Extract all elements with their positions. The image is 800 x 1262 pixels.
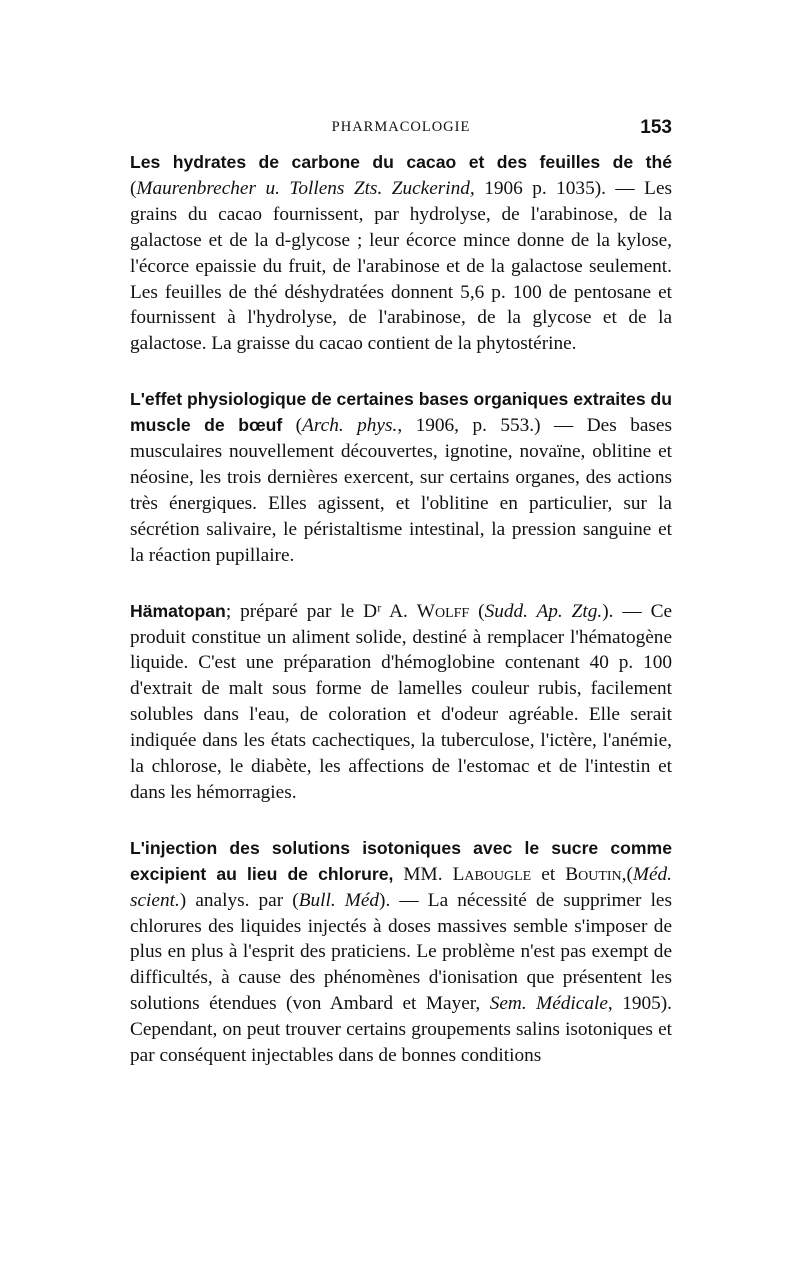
- citation-source: Méd. scient.: [130, 863, 673, 911]
- paragraph-hamatopan: [130, 599, 672, 806]
- page-number: 153: [640, 117, 672, 138]
- citation-details-secondary: ).: [379, 889, 391, 911]
- paragraph-body-continued: , 1905). Cependant, on peut trouver certains groupements salins isotoniques et par conséquent injectables dans de bonnes conditions: [130, 993, 672, 1067]
- citation-details: ) analys. par (: [179, 889, 299, 911]
- paragraph-heading: Les hydrates de carbone du cacao et des feuilles de thé: [130, 152, 672, 172]
- paragraph-cacao-the: [130, 150, 672, 357]
- paragraph-body: — Ce produit constitue un aliment solide, destiné à remplacer l'hématogène liquide. C'est une préparation d'hémoglobine contenant 40 p. 100 d'extrait de malt sous forme de lamelles couleur rubis, facilement solubles dans l'eau, de coloration et d'odeur agréable. Elle serait indiquée dans les états cachectiques, la tuberculose, l'ictère, l'anémie, la chlorose, le diabète, les affections de l'estomac et de l'intestin et dans les hémorragies.: [130, 600, 672, 803]
- citation-source: Maurenbrecher u. Tollens Zts. Zuckerind,: [136, 177, 475, 199]
- text-block: [130, 150, 672, 1069]
- citation-source: Sudd. Ap. Ztg.: [484, 600, 603, 622]
- citation-source-secondary: Bull. Méd: [298, 889, 380, 911]
- citation-open: ,(: [621, 863, 633, 885]
- citation-details: ).: [602, 600, 614, 622]
- citation-details: 1906 p. 1035).: [474, 177, 606, 199]
- paragraph-body: — Les grains du cacao fournissent, par hydrolyse, de l'arabinose, de la galactose et de la d-glycose ; leur écorce mince donne de la kylose, l'écorce epaissie du fruit, de l'arabinose et de la galactose seulement. Les feuilles de thé déshydratées donnent 5,6 p. 100 de pentosane et fournissent à l'hydrolyse, de l'arabinose, de la glycose et de la galactose. La graisse du cacao contient de la phytostérine.: [130, 177, 672, 355]
- author-conjunction: et: [531, 863, 566, 885]
- citation-open: (: [130, 177, 137, 199]
- citation-open: (: [469, 600, 485, 622]
- paragraph-intro: ; préparé par le Dʳ A.: [225, 600, 417, 622]
- running-title: PHARMACOLOGIE: [331, 119, 471, 135]
- paragraph-intro: MM.: [393, 863, 453, 885]
- citation-source: Arch. phys.: [302, 415, 398, 437]
- paragraph-heading: L'effet physiologique de certaines bases organiques extraites du muscle de bœuf: [130, 389, 672, 436]
- paragraph-body: — Des bases musculaires nouvellement découvertes, ignotine, novaïne, oblitine et néosine, les trois dernières exercent, sur certains organes, des actions très énergiques. Elles agissent, et l'oblitine en particulier, sur la sécrétion salivaire, le péristaltisme intestinal, la pression sanguine et la réaction pupillaire.: [130, 415, 672, 566]
- paragraph-bases-organiques: [130, 387, 672, 568]
- citation-open: (: [282, 415, 303, 437]
- paragraph-heading: Hämatopan: [130, 600, 226, 621]
- author-name: Labougle: [452, 863, 532, 885]
- paragraph-heading: L'injection des solutions isotoniques avec le sucre comme excipient au lieu de chlorure,: [130, 837, 672, 884]
- citation-details: , 1906, p. 553.): [397, 415, 541, 437]
- paragraph-body: — La nécessité de supprimer les chlorures des liquides injectés à doses massives semble s'imposer de plus en plus à l'esprit des praticiens. Le problème n'est pas exempt de difficultés, à cause des phénomènes d'ionisation que présentent les solutions étendues (von Ambard et Mayer,: [130, 889, 672, 1015]
- paragraph-injection-isotonique: [130, 836, 672, 1069]
- author-name: Boutin: [565, 863, 622, 885]
- author-name: Wolff: [416, 600, 470, 622]
- running-head: [130, 117, 672, 141]
- journal-name: Sem. Médicale: [489, 993, 608, 1015]
